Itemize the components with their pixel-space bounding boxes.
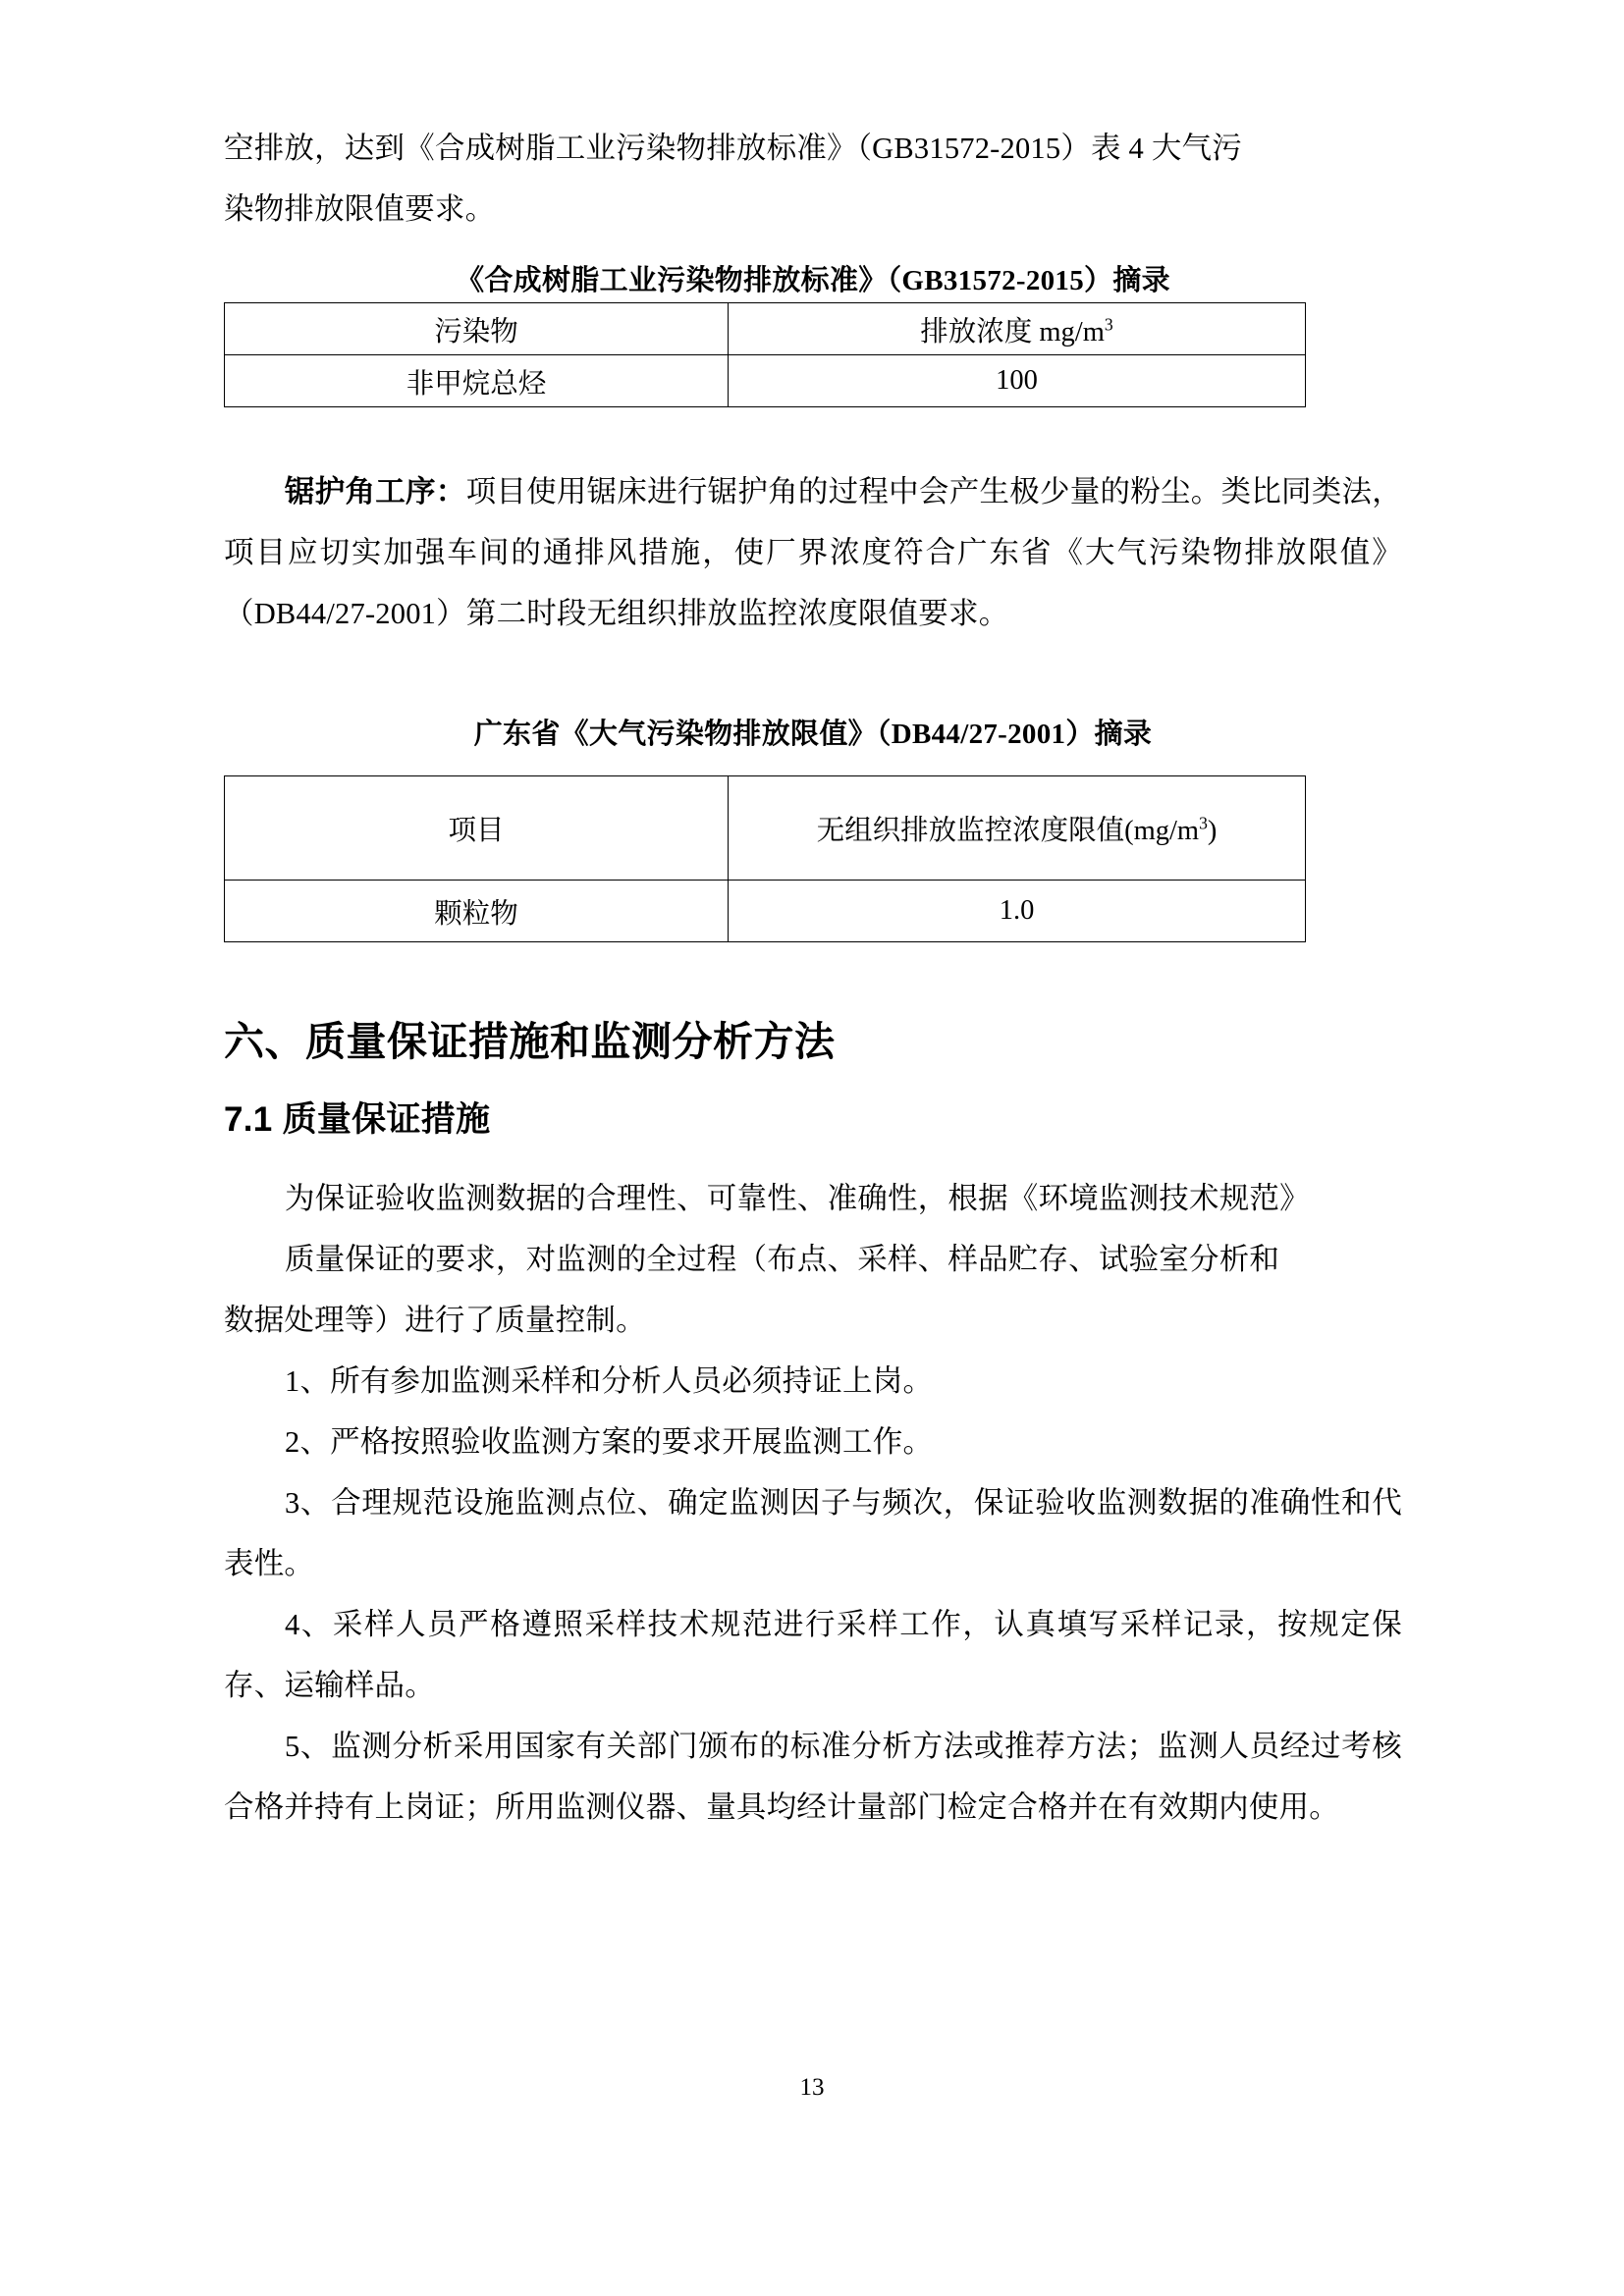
- table2-header-limit-text: 无组织排放监控浓度限值(mg/m: [816, 816, 1200, 846]
- table2-header-superscript: 3: [1199, 813, 1208, 833]
- table1-header-pollutant: 污染物: [225, 303, 729, 355]
- spacer: [224, 756, 1402, 775]
- table1-cell-limit: 100: [729, 355, 1306, 407]
- spacer: [224, 1072, 1402, 1092]
- qa-item-4: 4、采样人员严格遵照采样技术规范进行采样工作，认真填写采样记录，按规定保存、运输样品。: [224, 1608, 1402, 1702]
- qa-item-1: 1、所有参加监测采样和分析人员必须持证上岗。: [285, 1364, 934, 1398]
- saw-process-lead: 锯护角工序：: [285, 475, 466, 508]
- table1-header-concentration: [729, 303, 1306, 355]
- table2-header-limit: [729, 776, 1306, 881]
- qa-item-2: 2、严格按照验收监测方案的要求开展监测工作。: [285, 1425, 934, 1459]
- spacer: [224, 644, 1402, 713]
- page-number: 13: [799, 2074, 825, 2101]
- table-row: [225, 355, 1306, 407]
- emission-standard-table: [224, 302, 1306, 407]
- table1-caption: 《合成树脂工业污染物排放标准》（GB31572-2015）摘录: [456, 265, 1170, 296]
- spacer: [224, 942, 1402, 1011]
- section-heading-sub: 7.1 质量保证措施: [224, 1100, 491, 1139]
- table-row-header: [225, 776, 1306, 881]
- intro-paragraph-line1: 空排放，达到《合成树脂工业污染物排放标准》（GB31572-2015）表 4 大气污: [224, 132, 1242, 165]
- table2-cell-limit: 1.0: [729, 881, 1306, 942]
- qa-paragraph-line2: 质量保证的要求，对监测的全过程（布点、采样、样品贮存、试验室分析和: [285, 1243, 1280, 1276]
- qa-item-5: 5、监测分析采用国家有关部门颁布的标准分析方法或推荐方法；监测人员经过考核合格并持有上岗证；所用监测仪器、量具均经计量部门检定合格并在有效期内使用。: [224, 1730, 1402, 1824]
- saw-process-body: 项目使用锯床进行锯护角的过程中会产生极少量的粉尘。类比同类法，项目应切实加强车间的通排风措施，使厂界浓度符合广东省《大气污染物排放限值》（DB44/27-2001）第二时段无组织排放监控浓度限值要求。: [224, 475, 1403, 630]
- guangdong-emission-limit-table: [224, 775, 1306, 942]
- table-row-header: [225, 303, 1306, 355]
- saw-process-paragraph: [224, 461, 1402, 644]
- table2-cell-item: 颗粒物: [225, 881, 729, 942]
- page-content: [224, 118, 1402, 1838]
- table-row: [225, 881, 1306, 942]
- intro-paragraph-line2: 染物排放限值要求。: [224, 192, 496, 226]
- table2-caption: 广东省《大气污染物排放限值》（DB44/27-2001）摘录: [473, 719, 1153, 750]
- table2-header-limit-suffix: ): [1207, 816, 1218, 846]
- table1-cell-pollutant: 非甲烷总烃: [225, 355, 729, 407]
- spacer: [224, 240, 1402, 259]
- table1-header-concentration-text: 排放浓度 mg/m: [920, 316, 1105, 347]
- section-heading-main: 六、质量保证措施和监测分析方法: [224, 1019, 836, 1064]
- table2-header-item: 项目: [225, 776, 729, 881]
- spacer: [224, 1148, 1402, 1168]
- spacer: [224, 407, 1402, 461]
- qa-paragraph-line1: 为保证验收监测数据的合理性、可靠性、准确性，根据《环境监测技术规范》: [285, 1182, 1310, 1215]
- qa-item-3: 3、合理规范设施监测点位、确定监测因子与频次，保证验收监测数据的准确性和代表性。: [224, 1486, 1402, 1580]
- table1-header-superscript: 3: [1104, 314, 1113, 334]
- qa-paragraph-line3: 数据处理等）进行了质量控制。: [224, 1304, 646, 1337]
